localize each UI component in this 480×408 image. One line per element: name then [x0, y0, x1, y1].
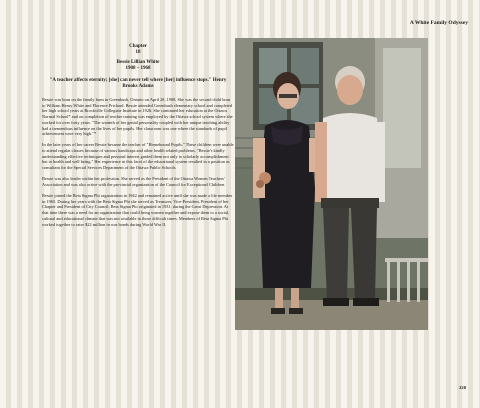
chapter-dates: 1908 – 1968 — [125, 66, 151, 71]
body-paragraph: In the later years of her career Bessie became the teacher of "Homebound Pupils." These children were unable to attend regular classes because of various handicaps and other health related problems. "Bessie's kindly understanding effective techniques and personal interest guided them not only to scholarly accomplishment but to health and well being." Her experience in this facet of the educational system resulted in a position as consultant for the Special Services Department of the Ottawa Public Schools. — [42, 142, 234, 171]
photo-illustration — [235, 38, 428, 330]
chapter-number: 18 — [135, 50, 141, 55]
body-paragraph: Bessie was born on the family farm in Greenbush, Ontario on April 28, 1908. She was the second child born to William Henry White and Florence Prichard. Bessie attended Greenbush elementary school and completed her high school years at Brockville Collegiate Institute in 1926. She continued her education at the Ottawa Normal School* and on completion of teacher training was employed by the Ottawa school system where she worked for over forty years. "The warmth of her genial personality coupled with her unique teaching ability had a tremendous influence on the lives of her pupils. Her classroom was one where the standards of pupil achievement were very high."* — [42, 97, 233, 137]
family-photo — [235, 38, 428, 330]
document-page — [6, 6, 474, 402]
running-header: A White Family Odyssey — [409, 20, 468, 26]
page-number: 220 — [459, 385, 466, 390]
body-paragraph: Bessie joined the Beta Sigma Phi organization in 1942 and remained active until she was made a life member in 1965. During her years with the Beta Sigma Phi she served as Treasurer, Vice-President, President of her Chapter and President of City Council. Beta Sigma Phi originated in 1931, during the Great Depression. At that time there was a need for an organization that could bring women together and expose them to a social, cultural and educational climate that was not available in those difficult times. Members of Beta Sigma Phi worked together to raise $22 million in war bonds during World War II. — [42, 193, 233, 227]
chapter-label: Chapter — [129, 44, 147, 49]
chapter-title: Bessie Lillian White — [116, 60, 160, 65]
body-paragraph: Bessie was also leader within her profession. She served as the President of the Ottawa Women Teachers' Association and was also active with the provincial organization of the Council for Exceptional Children. — [42, 176, 226, 187]
text-column — [42, 44, 234, 233]
chapter-epigraph: "A teacher affects eternity; [she] can never tell where [her] influence stops." Henry Brooks Adams — [49, 78, 227, 89]
